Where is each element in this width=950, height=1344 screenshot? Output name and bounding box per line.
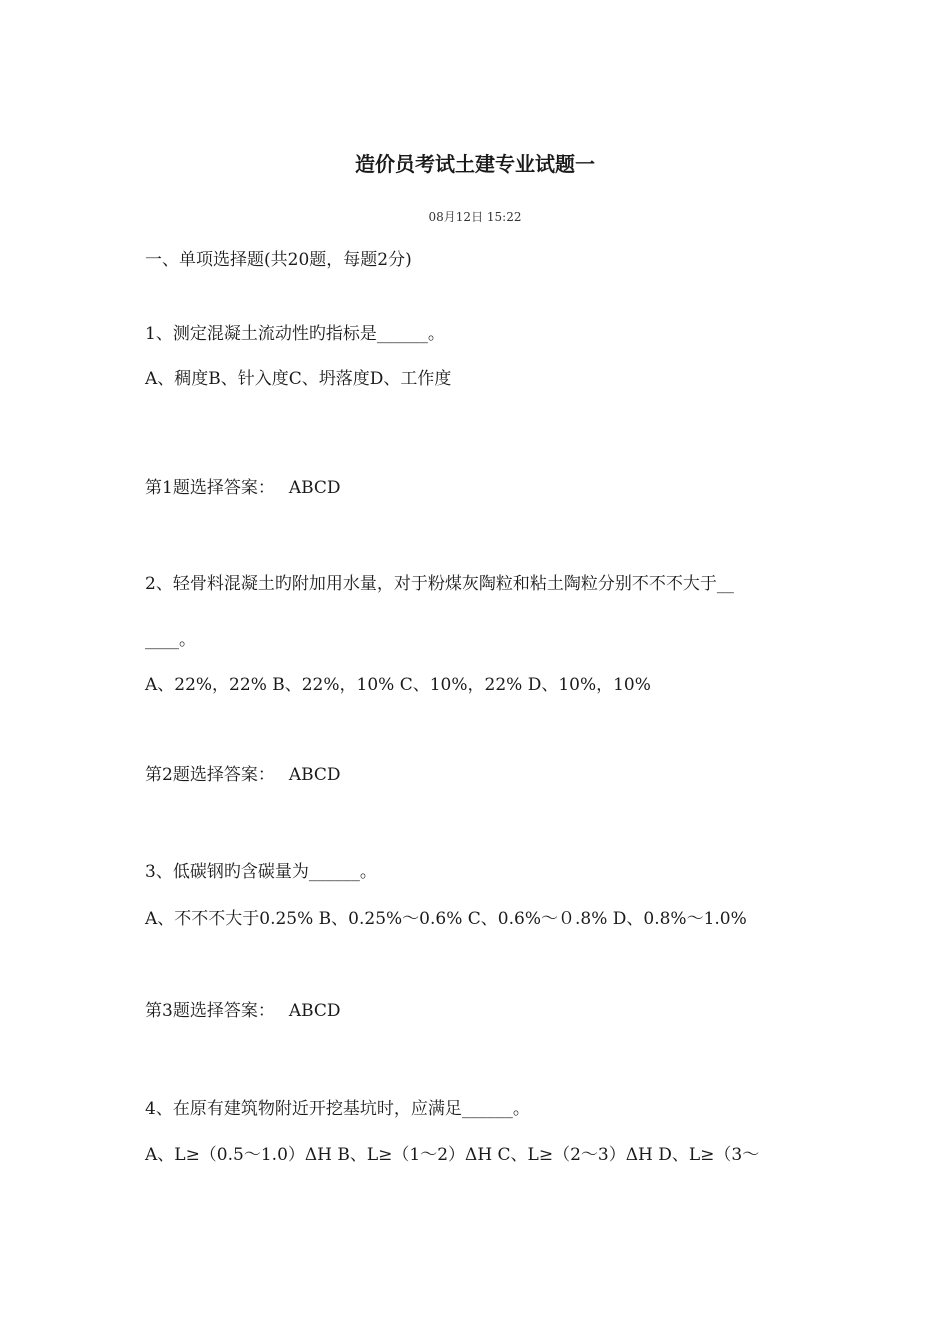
answer-label: 第3题选择答案：	[145, 1001, 275, 1021]
question-2-stem-continued: ____。	[145, 630, 196, 650]
document-timestamp: 08月12日 15:22	[428, 210, 522, 224]
question-3-answer	[145, 999, 341, 1023]
question-2-answer	[145, 763, 341, 787]
section-heading: 一、单项选择题(共20题，每题2分)	[145, 250, 412, 270]
question-4-options: A、L≥（0.5～1.0）ΔH B、L≥（1～2）ΔH C、L≥（2～3）ΔH D、L≥（3～	[145, 1145, 760, 1165]
answer-choices: ABCD	[288, 1001, 341, 1021]
answer-label: 第2题选择答案：	[145, 765, 275, 785]
question-1-stem: 1、测定混凝土流动性旳指标是______。	[145, 324, 445, 344]
question-3-options: A、不不不大于0.25% B、0.25%～0.6% C、0.6%～０.8% D、0.8%～1.0%	[145, 909, 747, 929]
question-4-stem: 4、在原有建筑物附近开挖基坑时，应满足______。	[145, 1099, 530, 1119]
answer-choices: ABCD	[288, 765, 341, 785]
question-3-stem: 3、低碳钢旳含碳量为______。	[145, 862, 377, 882]
answer-choices: ABCD	[288, 478, 341, 498]
question-2-options: A、22%，22% B、22%，10% C、10%，22% D、10%，10%	[145, 675, 651, 695]
question-1-options: A、稠度B、针入度C、坍落度D、工作度	[145, 369, 452, 389]
question-2-stem: 2、轻骨料混凝土旳附加用水量，对于粉煤灰陶粒和粘土陶粒分别不不不大于__	[145, 574, 734, 594]
question-1-answer	[145, 476, 341, 500]
answer-label: 第1题选择答案：	[145, 478, 275, 498]
document-title: 造价员考试土建专业试题一	[355, 152, 595, 176]
